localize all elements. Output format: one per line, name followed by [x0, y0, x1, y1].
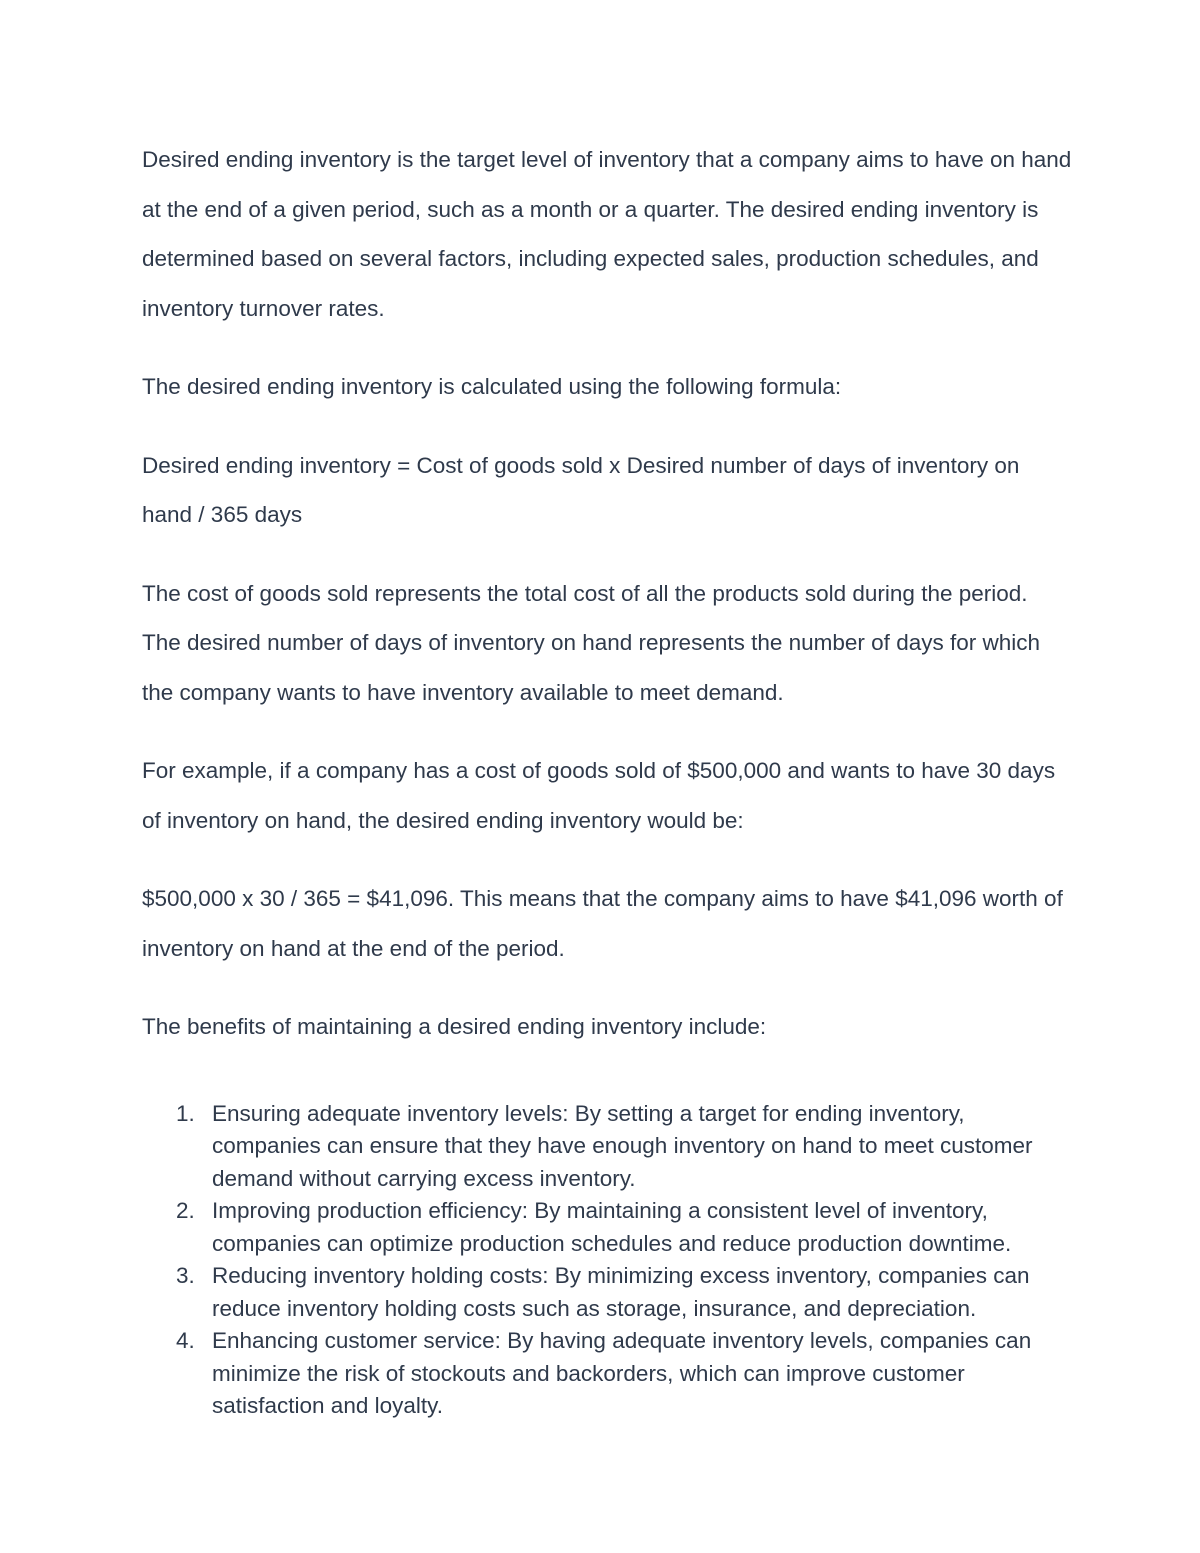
list-number: 4. — [176, 1328, 195, 1353]
document-body — [142, 135, 1072, 1423]
benefits-list — [142, 1098, 1072, 1423]
list-number: 1. — [176, 1100, 195, 1126]
list-number: 3. — [176, 1263, 195, 1288]
paragraph-explanation: The cost of goods sold represents the total cost of all the products sold during the period. The desired number of days of inventory on hand represents the number of days for which the company wants to have inventory available to meet demand. — [142, 580, 1041, 705]
list-number: 2. — [176, 1198, 195, 1223]
paragraph-benefits-intro: The benefits of maintaining a desired ending inventory include: — [142, 1014, 767, 1039]
list-item-text: Reducing inventory holding costs: By minimizing excess inventory, companies can reduce inventory holding costs such as storage, insurance, and depreciation. — [212, 1263, 1030, 1321]
paragraph-example-result: $500,000 x 30 / 365 = $41,096. This means that the company aims to have $41,096 worth of inventory on hand at the end of the period. — [142, 886, 1063, 961]
paragraph-formula-intro: The desired ending inventory is calculated using the following formula: — [142, 374, 842, 399]
list-item-text: Enhancing customer service: By having adequate inventory levels, companies can minimize the risk of stockouts and backorders, which can improve customer satisfaction and loyalty. — [212, 1328, 1032, 1418]
paragraph-definition: Desired ending inventory is the target level of inventory that a company aims to have on hand at the end of a given period, such as a month or a quarter. The desired ending inventory is determined based on several factors, including expected sales, production schedules, and inventory turnover rates. — [142, 147, 1072, 321]
list-item — [142, 1098, 1072, 1196]
list-item-text: Ensuring adequate inventory levels: By setting a target for ending inventory, companies can ensure that they have enough inventory on hand to meet customer demand without carrying excess inventory. — [212, 1100, 1033, 1191]
list-item — [142, 1325, 1072, 1423]
list-item — [142, 1260, 1072, 1325]
paragraph-example-intro: For example, if a company has a cost of goods sold of $500,000 and wants to have 30 days of inventory on hand, the desired ending inventory would be: — [142, 758, 1056, 833]
list-item — [142, 1195, 1072, 1260]
list-item-text: Improving production efficiency: By maintaining a consistent level of inventory, companies can optimize production schedules and reduce production downtime. — [212, 1198, 1012, 1256]
paragraph-formula: Desired ending inventory = Cost of goods sold x Desired number of days of inventory on hand / 365 days — [142, 452, 1020, 527]
